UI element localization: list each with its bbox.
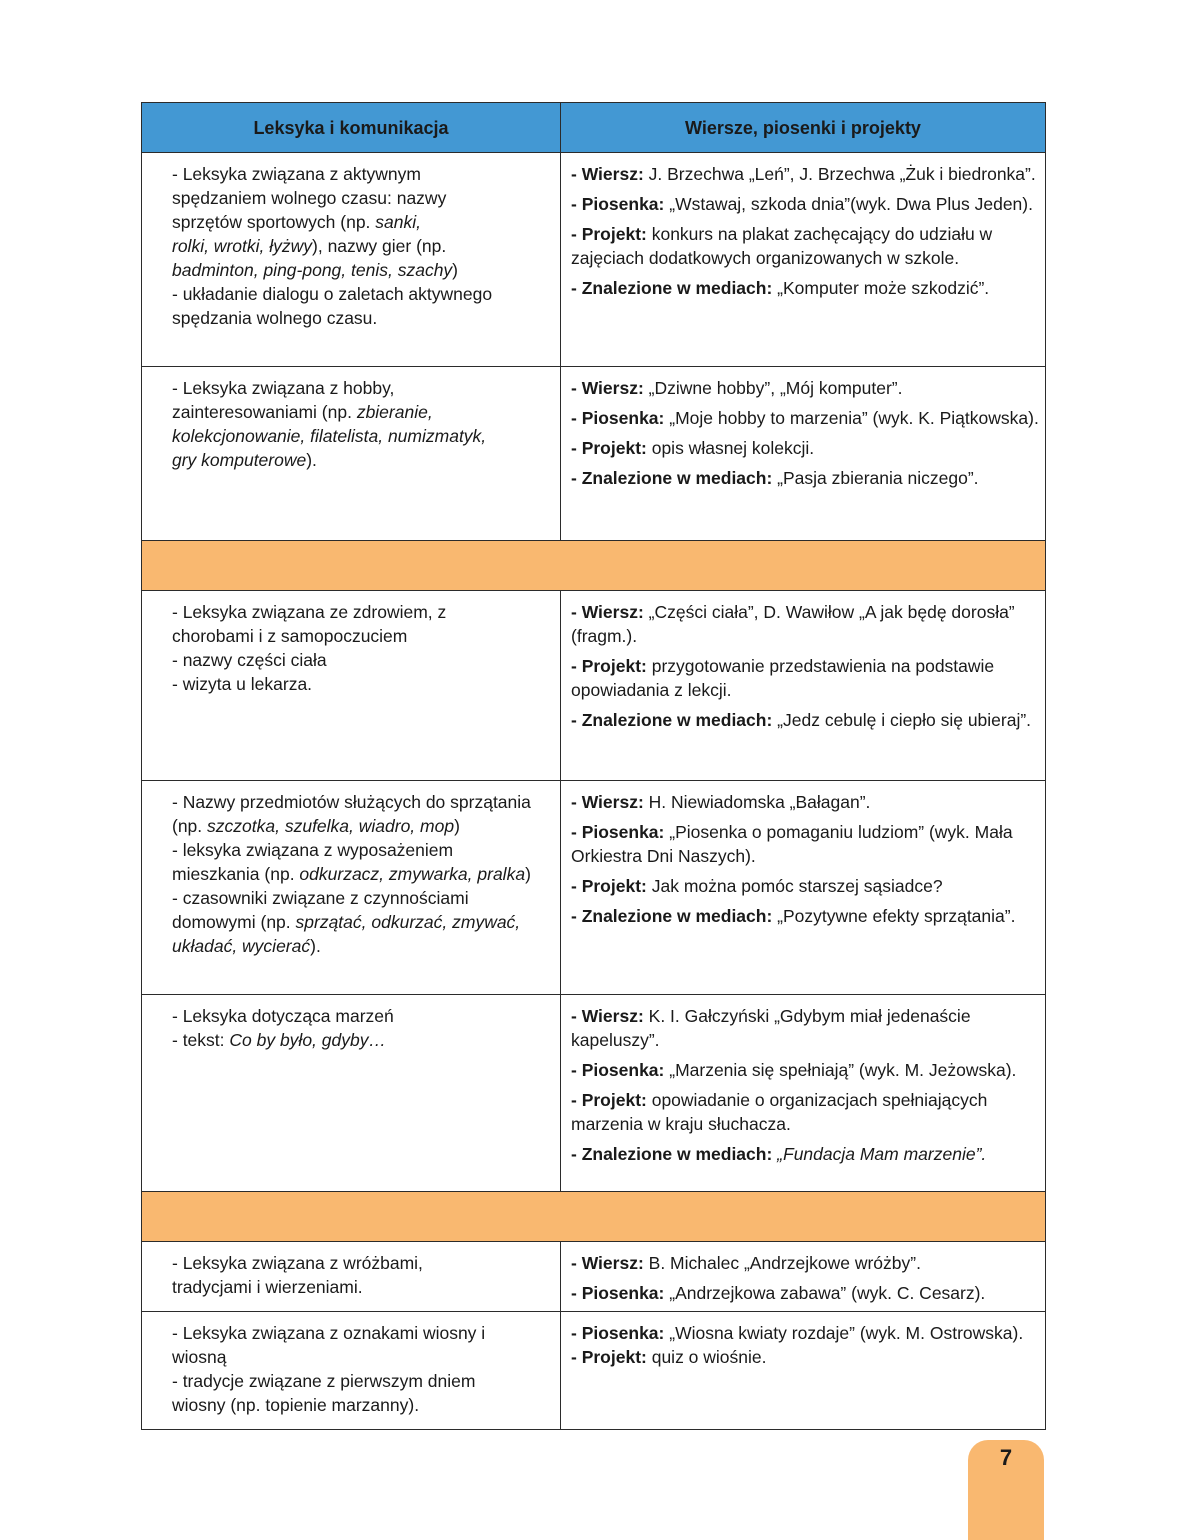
material-text: konkurs na plakat zachęcający do udziału w zajęciach dodatkowych organizowanych w szkole.	[571, 224, 993, 268]
material-label: - Piosenka:	[571, 194, 665, 214]
material-label: - Projekt:	[571, 876, 647, 896]
materials-cell	[561, 1242, 1046, 1312]
separator-cell	[142, 541, 1046, 591]
material-text: „Piosenka o pomaganiu ludziom” (wyk. Mała Orkiestra Dni Naszych).	[571, 822, 1013, 866]
vocabulary-text: - Leksyka związana z aktywnym spędzaniem wolnego czasu: nazwy sprzętów sportowych (np. sanki, rolki, wrotki, łyżwy), nazwy gier (np. badminton, ping-pong, tenis, szachy) - układanie dialogu o zaletach aktywnego spędzania wolnego czasu.	[172, 164, 493, 328]
header-vocabulary: Leksyka i komunikacja	[142, 103, 561, 153]
material-item	[571, 790, 1039, 814]
material-text: „Jedz cebulę i ciepło się ubieraj”.	[772, 710, 1032, 730]
curriculum-table	[141, 102, 1046, 1430]
header-poems-songs-projects: Wiersze, piosenki i projekty	[561, 103, 1046, 153]
material-item	[571, 1058, 1039, 1082]
material-label: - Projekt:	[571, 224, 647, 244]
table-row	[142, 367, 1046, 541]
material-item	[571, 708, 1039, 732]
vocabulary-cell	[142, 1312, 561, 1430]
material-text: K. I. Gałczyński „Gdybym miał jedenaście kapeluszy”.	[571, 1006, 971, 1050]
material-text: „Części ciała”, D. Wawiłow „A jak będę dorosła” (fragm.).	[571, 602, 1015, 646]
section-separator-row	[142, 541, 1046, 591]
material-item	[571, 466, 1039, 490]
material-item	[571, 436, 1039, 460]
vocabulary-cell	[142, 1242, 561, 1312]
section-separator-row	[142, 1192, 1046, 1242]
vocabulary-cell	[142, 781, 561, 995]
material-text: J. Brzechwa „Leń”, J. Brzechwa „Żuk i biedronka”.	[643, 164, 1036, 184]
material-text: Jak można pomóc starszej sąsiadce?	[646, 876, 943, 896]
separator-cell	[142, 1192, 1046, 1242]
material-label: - Wiersz:	[571, 378, 644, 398]
material-label: - Znalezione w mediach:	[571, 906, 773, 926]
material-item	[571, 1088, 1039, 1136]
material-label: - Projekt:	[571, 438, 647, 458]
table-row	[142, 1242, 1046, 1312]
table-row	[142, 591, 1046, 781]
materials-cell	[561, 995, 1046, 1192]
vocabulary-text: - Leksyka dotycząca marzeń - tekst: Co by było, gdyby…	[172, 1006, 394, 1050]
material-text: „Andrzejkowa zabawa” (wyk. C. Cesarz).	[664, 1283, 986, 1303]
material-label: - Wiersz:	[571, 1006, 644, 1026]
material-text: „Wiosna kwiaty rozdaje” (wyk. M. Ostrowska).	[664, 1323, 1024, 1343]
material-label: - Wiersz:	[571, 164, 644, 184]
material-item	[571, 1251, 1039, 1275]
material-label: - Piosenka:	[571, 1283, 665, 1303]
table-row	[142, 1312, 1046, 1430]
vocabulary-text: - Leksyka związana z hobby, zainteresowaniami (np. zbieranie, kolekcjonowanie, filatelista, numizmatyk, gry komputerowe).	[172, 378, 487, 470]
page-number: 7	[968, 1440, 1044, 1540]
material-item	[571, 874, 1039, 898]
materials-cell	[561, 591, 1046, 781]
material-label: - Znalezione w mediach:	[571, 468, 773, 488]
material-item	[571, 600, 1039, 648]
vocabulary-cell	[142, 591, 561, 781]
material-text: quiz o wiośnie.	[646, 1347, 767, 1367]
material-text: „Fundacja Mam marzenie”.	[777, 1144, 987, 1164]
vocabulary-cell	[142, 153, 561, 367]
material-label: - Projekt:	[571, 1347, 647, 1367]
table-row	[142, 995, 1046, 1192]
materials-cell	[561, 153, 1046, 367]
material-item	[571, 1281, 1039, 1305]
material-item	[571, 162, 1039, 186]
material-label: - Piosenka:	[571, 822, 665, 842]
material-item	[571, 192, 1039, 216]
materials-cell	[561, 1312, 1046, 1430]
material-text: „Pasja zbierania niczego”.	[772, 468, 979, 488]
table-header-row	[142, 103, 1046, 153]
vocabulary-cell	[142, 995, 561, 1192]
material-text: „Komputer może szkodzić”.	[772, 278, 990, 298]
material-item	[571, 406, 1039, 430]
material-text: opowiadanie o organizacjach spełniających marzenia w kraju słuchacza.	[571, 1090, 988, 1134]
material-text: przygotowanie przedstawienia na podstawie opowiadania z lekcji.	[571, 656, 995, 700]
material-label: - Piosenka:	[571, 408, 665, 428]
material-label: - Piosenka:	[571, 1323, 665, 1343]
vocabulary-text: - Leksyka związana z wróżbami, tradycjami i wierzeniami.	[172, 1253, 423, 1297]
material-label: - Wiersz:	[571, 602, 644, 622]
material-text: B. Michalec „Andrzejkowe wróżby”.	[643, 1253, 921, 1273]
material-item	[571, 1142, 1039, 1166]
material-label: - Wiersz:	[571, 1253, 644, 1273]
material-label: - Piosenka:	[571, 1060, 665, 1080]
material-label: - Wiersz:	[571, 792, 644, 812]
table-row	[142, 781, 1046, 995]
vocabulary-text: - Leksyka związana ze zdrowiem, z chorobami i z samopoczuciem - nazwy części ciała - wizyta u lekarza.	[172, 602, 447, 694]
material-text: „Pozytywne efekty sprzątania”.	[772, 906, 1016, 926]
material-label: - Projekt:	[571, 1090, 647, 1110]
materials-cell	[561, 367, 1046, 541]
material-text: „Wstawaj, szkoda dnia”(wyk. Dwa Plus Jeden).	[664, 194, 1033, 214]
vocabulary-cell	[142, 367, 561, 541]
vocabulary-text: - Leksyka związana z oznakami wiosny i wiosną - tradycje związane z pierwszym dniem wiosny (np. topienie marzanny).	[172, 1323, 486, 1415]
material-item	[571, 222, 1039, 270]
material-item	[571, 376, 1039, 400]
material-label: - Znalezione w mediach:	[571, 278, 773, 298]
materials-cell	[561, 781, 1046, 995]
material-label: - Projekt:	[571, 656, 647, 676]
material-item	[571, 820, 1039, 868]
material-item	[571, 1345, 1039, 1369]
material-text: opis własnej kolekcji.	[646, 438, 815, 458]
material-item	[571, 654, 1039, 702]
material-label: - Znalezione w mediach:	[571, 710, 773, 730]
material-item	[571, 276, 1039, 300]
material-item	[571, 904, 1039, 928]
material-text: „Moje hobby to marzenia” (wyk. K. Piątkowska).	[664, 408, 1039, 428]
material-item	[571, 1321, 1039, 1345]
material-item	[571, 1004, 1039, 1052]
material-label: - Znalezione w mediach:	[571, 1144, 773, 1164]
material-text: „Marzenia się spełniają” (wyk. M. Jeżowska).	[664, 1060, 1017, 1080]
material-text: „Dziwne hobby”, „Mój komputer”.	[643, 378, 903, 398]
vocabulary-text: - Nazwy przedmiotów służących do sprzątania (np. szczotka, szufelka, wiadro, mop) - leksyka związana z wyposażeniem mieszkania (np. odkurzacz, zmywarka, pralka) - czasowniki związane z czynnościami domowymi (np. sprzątać, odkurzać, zmywać, układać, wycierać).	[172, 792, 531, 956]
material-text: H. Niewiadomska „Bałagan”.	[643, 792, 871, 812]
table-row	[142, 153, 1046, 367]
